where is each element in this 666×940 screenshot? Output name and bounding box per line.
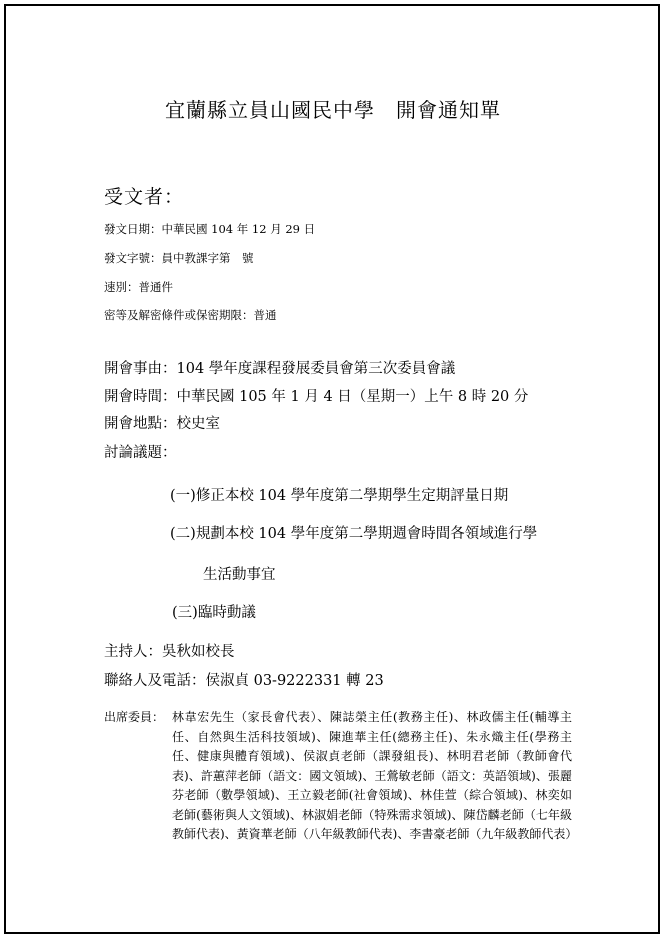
- issue-date: 發文日期：中華民國 104 年 12 月 29 日: [104, 222, 316, 236]
- issue-number: 發文字號：員中教課字第 號: [104, 251, 254, 265]
- delivery-type: 速別：普通件: [104, 280, 173, 294]
- agenda-item-3: (三)臨時動議: [172, 605, 256, 621]
- recipient-label: 受文者：: [104, 186, 185, 208]
- contact-info: 聯絡人及電話：侯淑貞 03-9222331 轉 23: [104, 673, 384, 689]
- meeting-time: 開會時間：中華民國 105 年 1 月 4 日（星期一）上午 8 時 20 分: [104, 389, 529, 405]
- agenda-label: 討論議題：: [104, 445, 177, 461]
- meeting-subject: 開會事由：104 學年度課程發展委員會第三次委員會議: [104, 361, 456, 377]
- meeting-host: 主持人：吳秋如校長: [104, 644, 235, 660]
- confidentiality: 密等及解密條件或保密期限：普通: [104, 308, 277, 322]
- document-title: 宜蘭縣立員山國民中學 開會通知單: [165, 98, 501, 122]
- agenda-item-2-continued: 生活動事宜: [203, 567, 276, 583]
- attendees-list: 林韋宏先生（家長會代表）、陳誌榮主任(教務主任)、林政儒主任(輔導主任、自然與生活科技領域)、陳進華主任(總務主任)、朱永熾主任(學務主任、健康與體育領域)、侯淑貞老師（課發組長)、林明君老師（教師會代表)、許蕙萍老師（語文：國文領域)、王鶯敏老師（語文：英語領域)、張麗芬老師（數學領域)、王立毅老師(社會領域)、林佳萱（綜合領域)、林奕如老師(藝術與人文領域)、林淑娟老師（特殊需求領域)、陳岱麟老師（七年級教師代表)、黃資華老師（八年級教師代表)、李書豪老師（九年級教師代表）: [172, 710, 578, 841]
- agenda-item-2: (二)規劃本校 104 學年度第二學期週會時間各領域進行學: [170, 526, 538, 542]
- meeting-place: 開會地點：校史室: [104, 416, 220, 432]
- agenda-item-1: (一)修正本校 104 學年度第二學期學生定期評量日期: [170, 488, 509, 504]
- attendees-label: 出席委員：: [104, 710, 165, 724]
